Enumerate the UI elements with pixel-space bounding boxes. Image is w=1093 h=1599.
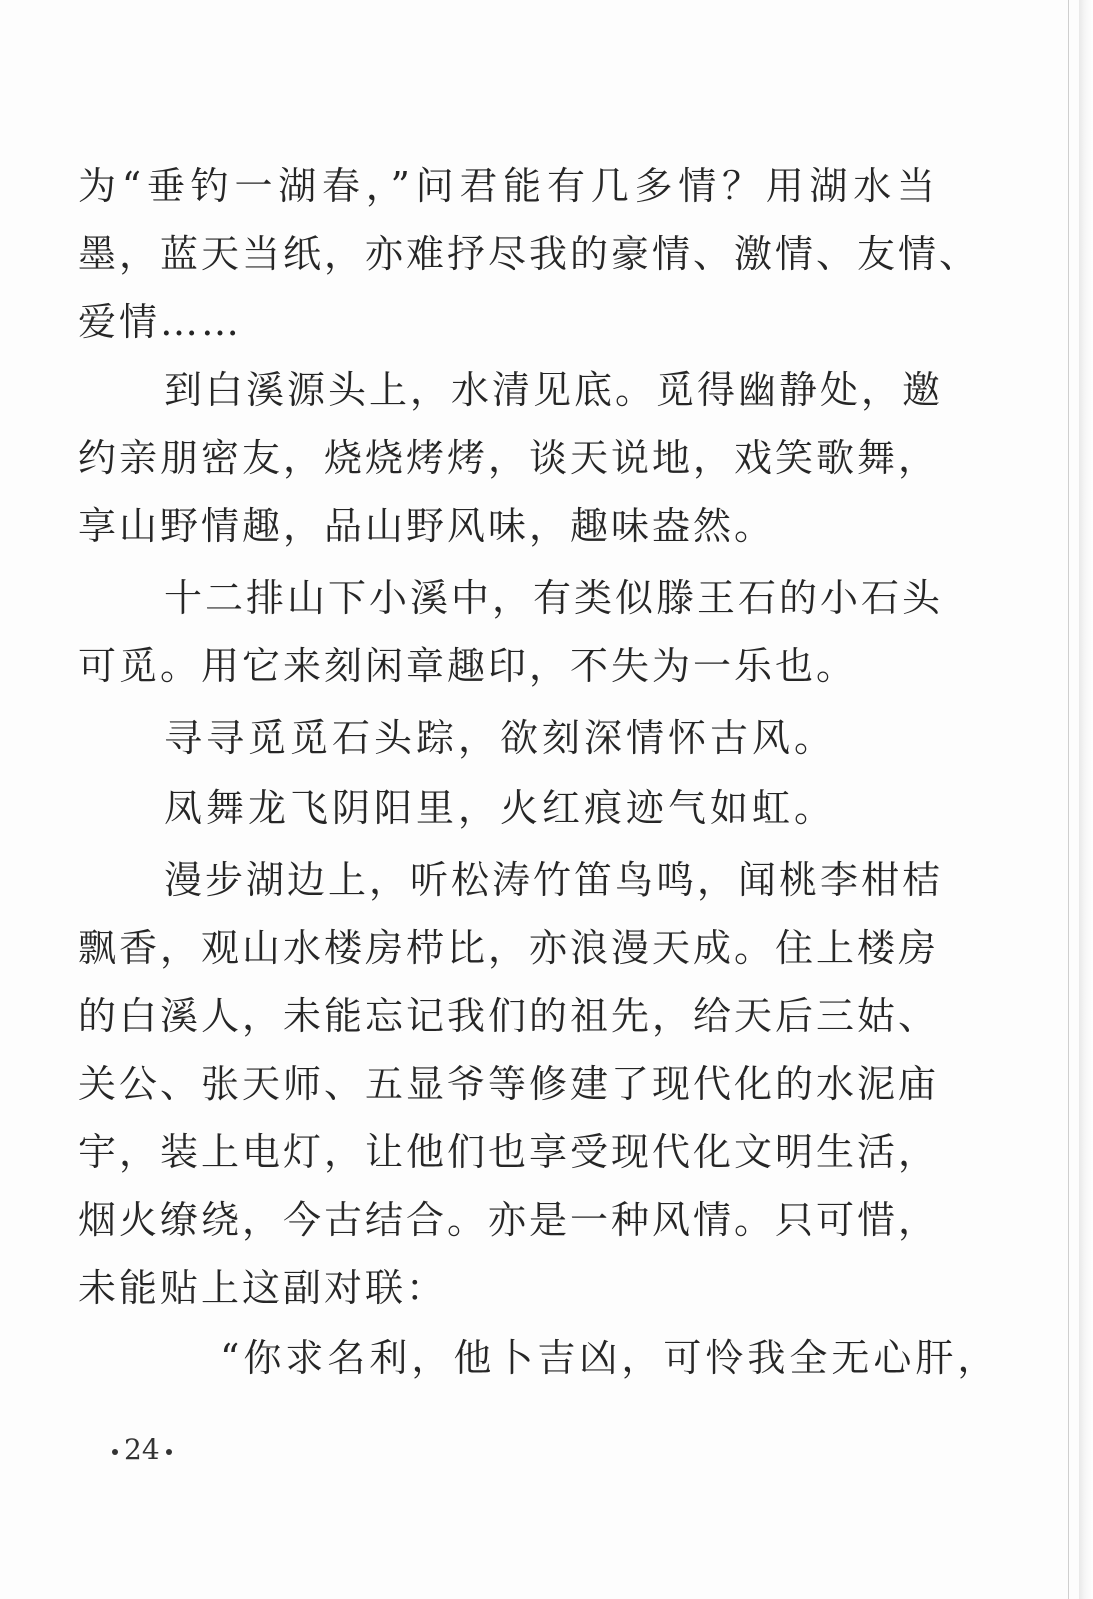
poem-line: 凤舞龙飞阴阳里，火红痕迹气如虹。	[164, 786, 837, 830]
text-line: 关公、张天师、五显爷等修建了现代化的水泥庙	[78, 1062, 940, 1106]
dot-icon	[166, 1449, 172, 1455]
couplet-line: “你求名利，他卜吉凶，可怜我全无心肝，	[220, 1336, 1000, 1380]
text-line: 十二排山下小溪中，有类似滕王石的小石头	[164, 576, 944, 620]
page-number-value: 24	[124, 1433, 160, 1466]
scan-line	[1068, 0, 1069, 1599]
text-line: 未能贴上这副对联：	[78, 1266, 448, 1310]
text-line: 约亲朋密友，烧烧烤烤，谈天说地，戏笑歌舞，	[78, 436, 940, 480]
scan-edge	[1079, 0, 1093, 1599]
text-line: 漫步湖边上，听松涛竹笛鸟鸣，闻桃李柑桔	[164, 858, 944, 902]
text-line: 飘香，观山水楼房栉比，亦浪漫天成。住上楼房	[78, 926, 940, 970]
dot-icon	[112, 1449, 118, 1455]
text-line: 爱情……	[78, 300, 243, 344]
text-line: 到白溪源头上，水清见底。觅得幽静处，邀	[164, 368, 944, 412]
text-line: 为“垂钓一湖春，”问君能有几多情？用湖水当	[78, 164, 938, 208]
text-line: 烟火缭绕，今古结合。亦是一种风情。只可惜，	[78, 1198, 940, 1242]
poem-line: 寻寻觅觅石头踪，欲刻深情怀古风。	[164, 716, 837, 760]
text-line: 享山野情趣，品山野风味，趣味盎然。	[78, 504, 776, 548]
text-line: 可觅。用它来刻闲章趣印，不失为一乐也。	[78, 644, 858, 688]
text-line: 的白溪人，未能忘记我们的祖先，给天后三姑、	[78, 994, 940, 1038]
text-line: 墨，蓝天当纸，亦难抒尽我的豪情、激情、友情、	[78, 232, 981, 276]
text-line: 宇，装上电灯，让他们也享受现代化文明生活，	[78, 1130, 940, 1174]
page-number	[106, 1430, 178, 1470]
